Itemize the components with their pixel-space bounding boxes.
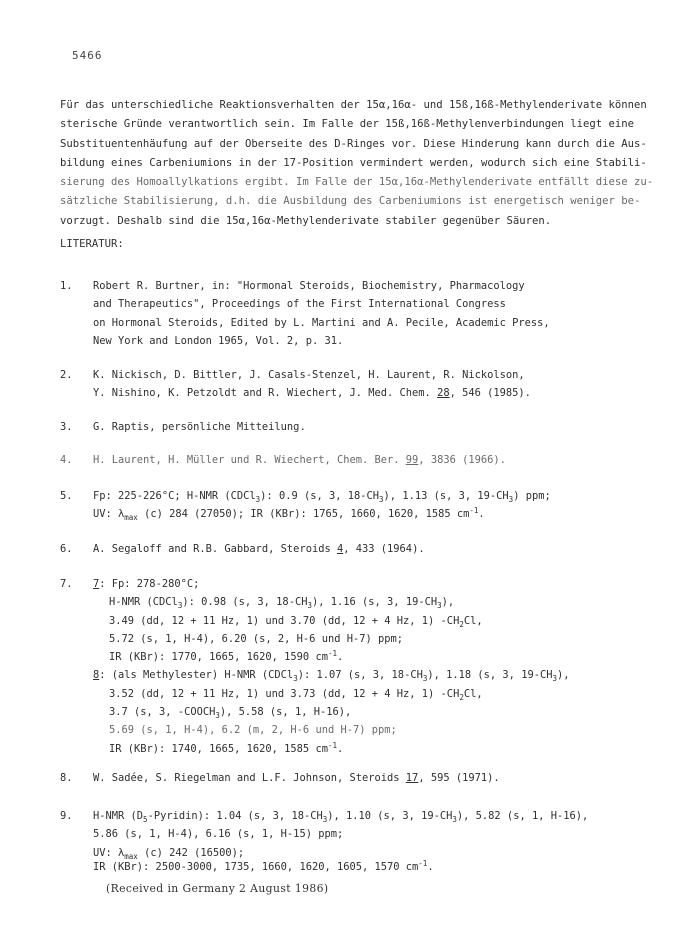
reference-number: 5. xyxy=(60,490,73,502)
paragraph-line: vorzugt. Deshalb sind die 15α,16α-Methylenderivate stabiler gegenüber Säuren. xyxy=(60,214,552,227)
reference-line: New York and London 1965, Vol. 2, p. 31. xyxy=(93,334,344,347)
compound-8-line: 8: (als Methylester) H-NMR (CDCl$_3$): 1.07 (s, 3, $18-CH_3$), 1.18 (s, 3, $19-CH_3$), xyxy=(93,669,570,684)
reference-number: 7. xyxy=(60,578,73,590)
reference-line: G. Raptis, persönliche Mitteilung. xyxy=(93,421,306,433)
reference-line: W. Sadée, S. Riegelman and L.F. Johnson, Steroids 17, 595 (1971). xyxy=(93,772,500,784)
reference-line: H. Laurent, H. Müller und R. Wiechert, Chem. Ber. 99, 3836 (1966). xyxy=(93,454,506,466)
reference-line: Y. Nishino, K. Petzoldt and R. Wiechert, J. Med. Chem. 28, 546 (1985). xyxy=(93,387,531,400)
reference-number: 1. xyxy=(60,280,73,292)
page-number: 5466 xyxy=(72,49,103,62)
reference-line: Robert R. Burtner, in: "Hormonal Steroids, Biochemistry, Pharmacology xyxy=(93,280,525,292)
paragraph-line: Für das unterschiedliche Reaktionsverhalten der 15α,16α- und 15ß,16ß-Methylenderivate können xyxy=(60,99,647,111)
reference-line: and Therapeutics", Proceedings of the First International Congress xyxy=(93,298,506,311)
volume-number: 99 xyxy=(405,454,419,466)
compound-label: 8 xyxy=(93,669,100,682)
compound-7-line: 5.72 (s, 1, H-4), 6.20 (s, 2, H-6 und H-7) ppm; xyxy=(109,632,404,645)
volume-number: 4 xyxy=(336,543,344,555)
compound-label: 7 xyxy=(93,578,100,590)
reference-line: H-NMR $(D_5-Pyridin)$: 1.04 (s, 3, $18-CH_3$), 1.10 (s, 3, $19-CH_3$), 5.82 (s, 1, H-16), xyxy=(93,810,589,824)
reference-line: IR (KBr): 2500-3000, 1735, 1660, 1620, 1605, 1570 $cm^{-1}$. xyxy=(93,858,434,873)
reference-number: 4. xyxy=(60,454,73,466)
literature-heading: LITERATUR: xyxy=(60,238,124,250)
paragraph-line: Substituentenhäufung auf der Oberseite des D-Ringes vor. Diese Hinderung kann durch die Aus- xyxy=(60,137,647,150)
compound-8-line: IR (KBr): 1740, 1665, 1620, 1585 $cm^{-1}$. xyxy=(109,740,344,755)
compound-8-line: 5.69 (s, 1, H-4), 6.2 (m, 2, H-6 und H-7) ppm; xyxy=(109,724,397,737)
compound-8-line: 3.7 (s, 3, $-COOCH_3$), 5.58 (s, 1, H-16), xyxy=(109,706,352,721)
reference-number: 6. xyxy=(60,543,73,555)
volume-number: 28 xyxy=(437,387,450,400)
reference-line: UV: $\lambda_{max}$ (c) 284 (27050); IR (KBr): 1765, 1660, 1620, 1585 $cm^{-1}$. xyxy=(93,506,485,523)
received-date: (Received in Germany 2 August 1986) xyxy=(106,882,329,895)
paragraph-line: sierung des Homoallylkations ergibt. Im Falle der 15α,16α-Methylenderivate entfällt diese zu- xyxy=(60,176,654,189)
compound-7-line: H-NMR (CDCl$_3$): 0.98 (s, 3, $18-CH_3$), 1.16 (s, 3, $19-CH_3$), xyxy=(109,596,455,611)
reference-number: 8. xyxy=(60,772,73,784)
reference-line: K. Nickisch, D. Bittler, J. Casals-Stenzel, H. Laurent, R. Nickolson, xyxy=(93,369,525,381)
compound-7-line: IR (KBr): 1770, 1665, 1620, 1590 $cm^{-1}$. xyxy=(109,649,344,664)
reference-line: Fp: 225-226°C; H-NMR (CDCl$_3$): 0.9 (s, 3, $18-CH_3$), 1.13 (s, 3, $19-CH_3$) ppm; xyxy=(93,490,551,504)
body-paragraph xyxy=(60,96,654,231)
compound-7-line: 3.49 (dd, 12 + 11 Hz, 1) und 3.70 (dd, 12 + 4 Hz, 1) $-CH_2Cl$, xyxy=(109,614,483,629)
reference-line: 5.86 (s, 1, H-4), 6.16 (s, 1, H-15) ppm; xyxy=(93,828,344,841)
reference-number: 9. xyxy=(60,810,73,822)
reference-line: on Hormonal Steroids, Edited by L. Martini and A. Pecile, Academic Press, xyxy=(93,316,550,329)
paragraph-line: sterische Gründe verantwortlich sein. Im Falle der 15ß,16ß-Methylenverbindungen liegt eine xyxy=(60,118,635,131)
compound-7-line: 7: Fp: 278-280°C; xyxy=(93,578,200,590)
paragraph-line: sätzliche Stabilisierung, d.h. die Ausbildung des Carbeniumions ist energetisch weniger be- xyxy=(60,195,641,208)
reference-line: UV: $\lambda_{max}$ (c) 242 (16500); xyxy=(93,846,245,861)
reference-line: A. Segaloff and R.B. Gabbard, Steroids 4, 433 (1964). xyxy=(93,543,425,555)
paragraph-line: bildung eines Carbeniumions in der 17-Position vermindert werden, wodurch sich eine Stabili- xyxy=(60,156,647,169)
reference-number: 2. xyxy=(60,369,73,381)
volume-number: 17 xyxy=(405,772,419,784)
reference-number: 3. xyxy=(60,421,73,433)
compound-8-line: 3.52 (dd, 12 + 11 Hz, 1) und 3.73 (dd, 12 + 4 Hz, 1) $-CH_2Cl$, xyxy=(109,687,483,702)
